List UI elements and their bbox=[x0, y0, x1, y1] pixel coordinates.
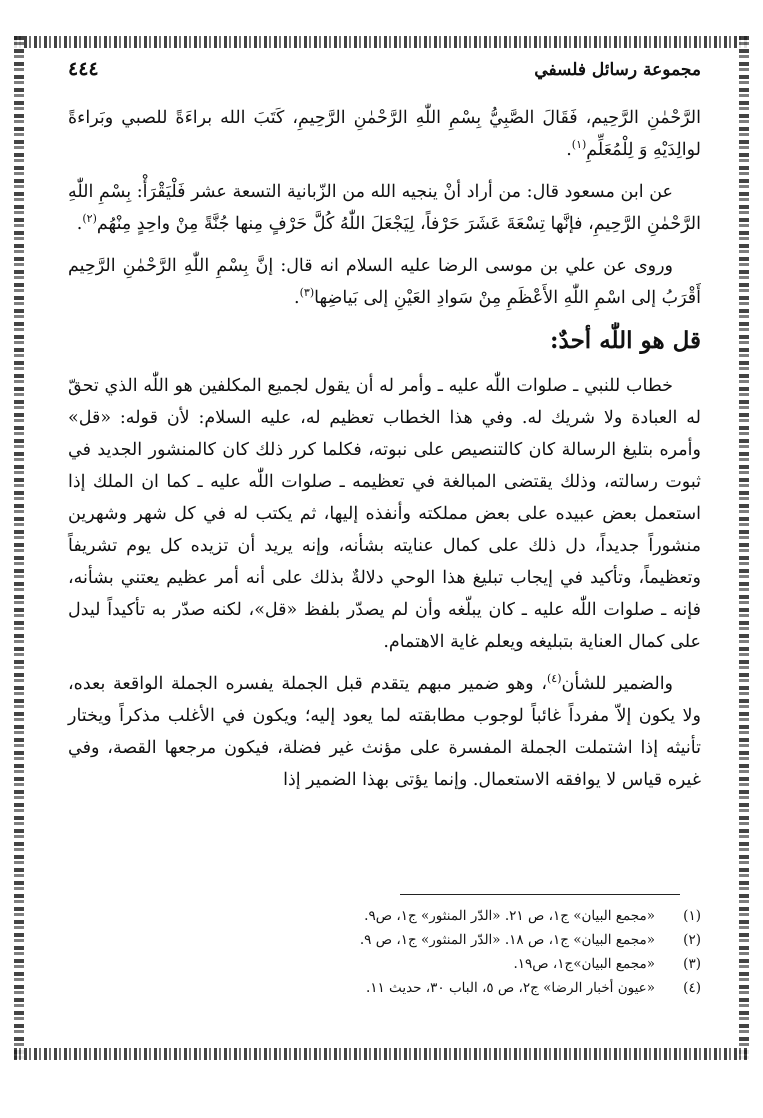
decorative-border-top bbox=[14, 36, 749, 48]
decorative-border-right bbox=[739, 36, 749, 1060]
decorative-border-bottom bbox=[14, 1048, 749, 1060]
paragraph-3-text: وروى عن علي بن موسى الرضا عليه السلام انه قال: إنَّ بِسْمِ اللّٰهِ الرَّحْمٰنِ الرَّحِيم أَقْرَبُ إلى اسْمِ اللّٰهِ الأَعْظَمِ مِنْ سَوادِ العَيْنِ إلى بَياضِها bbox=[68, 256, 701, 308]
footnote-ref-1: (١) bbox=[571, 138, 587, 152]
footnote-number: (٣) bbox=[683, 956, 701, 972]
paragraph-3: وروى عن علي بن موسى الرضا عليه السلام انه قال: إنَّ بِسْمِ اللّٰهِ الرَّحْمٰنِ الرَّحِيم أَقْرَبُ إلى اسْمِ اللّٰهِ الأَعْظَمِ مِنْ سَوادِ العَيْنِ إلى بَياضِها$^{(٣)}$. bbox=[68, 256, 701, 308]
page-body bbox=[68, 58, 701, 806]
footnote-text: «مجمع البيان»ج١، ص١٩. bbox=[513, 956, 655, 972]
footnote-divider bbox=[400, 894, 680, 895]
footnote-text: «عيون أخبار الرضا» ج٢، ص ٥، الباب ٣٠، حديث ١١. bbox=[365, 980, 655, 996]
running-header bbox=[68, 58, 701, 88]
paragraph-5-text-b: ، وهو ضمير مبهم يتقدم قبل الجملة يفسره الجملة الواقعة بعده، ولا يكون إلاّ مفرداً غائباً لوجوب مطابقته لما يعود إليه؛ ويكون في الأغلب مذكراً ويختار تأنيثه إذا اشتملت الجملة المفسرة على مؤنث غير فضلة، فيكون مرجعها القصة، وفي غيره قياس لا يوافقه الاستعمال. وإنما يؤتى بهذا الضمير إذا bbox=[68, 674, 701, 790]
paragraph-5 bbox=[68, 668, 701, 796]
section-heading: قل هو اللّٰه أحدٌ: bbox=[550, 327, 701, 354]
paragraph-2: عن ابن مسعود قال: من أراد أنْ ينجيه الله من الزّبانية التسعة عشر فَلْيَقْرَأْ: بِسْمِ اللّٰهِ الرَّحْمٰنِ الرَّحِيمِ، فإنَّها تِسْعَةَ عَشَرَ حَرْفاً، لِيَجْعَلَ اللّٰهُ كُلَّ حَرْفٍ مِنها جُنَّةً مِنْ واحِدٍ مِنْهُم$^{(٢)}$. bbox=[68, 182, 701, 234]
footnote-number: (١) bbox=[683, 908, 701, 924]
book-title: مجموعة رسائل فلسفي bbox=[534, 60, 701, 80]
footnote-ref-4: (٤) bbox=[546, 672, 562, 686]
page-number: ٤٤٤ bbox=[68, 58, 99, 80]
paragraph-4: خطاب للنبي ـ صلوات اللّٰه عليه ـ وأمر له أن يقول لجميع المكلفين هو اللّٰه الذي تحقّ له العبادة ولا شريك له. وفي هذا الخطاب تعظيم له، عليه السلام: لأن قوله: «قل» وأمره بتليغ الرسالة كان كالتنصيص على نبوته، فكلما كرر ذلك كان كالمنشور الجديد في ثبوت رسالته، وذلك يقتضى المبالغة في تعظيمه ـ صلوات اللّٰه عليه ـ كما ان الملك إذا استعمل بعض عبيده على بعض مملكته وأنفذه إليها، ثم يكتب له في كل شهر وشهرين منشوراً جديداً، دل ذلك على كمال عنايته بشأنه، وإنه يريد أن تزيده كل يوم تشريفاً وتعظيماً، وتأكيد في إيجاب تبليغ هذا الوحي دلالةٌ بذلك على أنه أمر عظيم يعتني بشأنه، فإنه ـ صلوات اللّٰه عليه ـ كان يبلّغه وأن لم يصدّر بلفظ «قل»، لكنه صدّر به تأكيداً ليدل على كمال العناية بتبليغه ويعلم غاية الاهتمام. bbox=[68, 376, 701, 652]
footnote-item bbox=[68, 976, 701, 1000]
footnote-ref-2: (٢) bbox=[82, 212, 97, 226]
paragraph-2-text: عن ابن مسعود قال: من أراد أنْ ينجيه الله من الزّبانية التسعة عشر فَلْيَقْرَأْ: بِسْمِ اللّٰهِ الرَّحْمٰنِ الرَّحِيمِ، فإنَّها تِسْعَةَ عَشَرَ حَرْفاً، لِيَجْعَلَ اللّٰهُ كُلَّ حَرْفٍ مِنها جُنَّةً مِنْ واحِدٍ مِنْهُم bbox=[68, 182, 701, 234]
footnotes bbox=[68, 904, 701, 1000]
footnote-item bbox=[68, 952, 701, 976]
footnote-text: «مجمع البيان» ج١، ص ١٨. «الدّر المنثور» ج١، ص ٩. bbox=[359, 932, 655, 948]
paragraph-1: الرَّحْمٰنِ الرَّحِيم، فَقَالَ الصَّبِيُّ بِسْمِ اللّٰهِ الرَّحْمٰنِ الرَّحِيمِ، كَتَبَ الله براءَةً للصبي وبَراءةً لوالِدَيْهِ وَ لِلْمُعَلِّمِ$^{(١)}$. bbox=[68, 108, 701, 160]
footnote-text: «مجمع البيان» ج١، ص ٢١. «الدّر المنثور» ج١، ص٩. bbox=[364, 908, 655, 924]
footnote-number: (٤) bbox=[683, 980, 701, 996]
decorative-border-left bbox=[14, 36, 24, 1060]
footnote-number: (٢) bbox=[683, 932, 701, 948]
footnote-item bbox=[68, 928, 701, 952]
footnote-item bbox=[68, 904, 701, 928]
paragraph-1-text: الرَّحْمٰنِ الرَّحِيم، فَقَالَ الصَّبِيُّ بِسْمِ اللّٰهِ الرَّحْمٰنِ الرَّحِيمِ، كَتَبَ الله براءَةً للصبي وبَراءةً لوالِدَيْهِ وَ لِلْمُعَلِّمِ bbox=[68, 108, 701, 160]
footnote-ref-3: (٣) bbox=[299, 286, 315, 300]
paragraph-5-text-a: والضمير للشأن bbox=[561, 674, 674, 694]
